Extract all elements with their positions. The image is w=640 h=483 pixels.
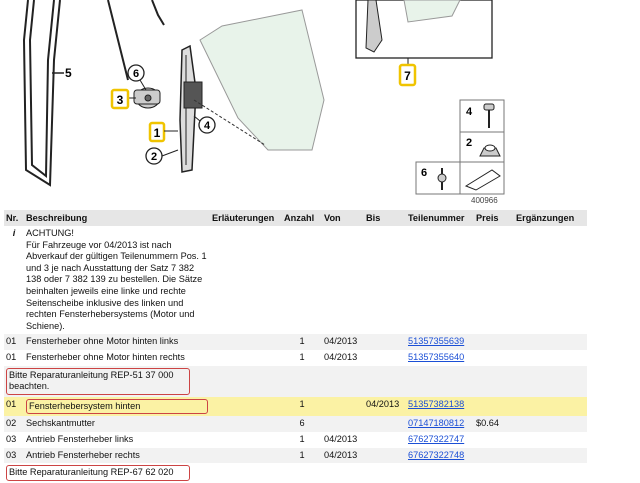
col-teilenummer: Teilenummer xyxy=(406,210,474,226)
part-number-link[interactable]: 67627322747 xyxy=(408,433,465,444)
svg-text:6: 6 xyxy=(421,167,428,179)
table-row: 01 Fensterheber ohne Motor hinten rechts 1 04/2013 51357355640 xyxy=(6,351,465,362)
svg-text:1: 1 xyxy=(153,126,161,140)
callout-5: 5 xyxy=(65,66,72,80)
svg-text:4: 4 xyxy=(203,120,211,132)
callout-4 xyxy=(199,117,215,133)
table-row: 02 Sechskantmutter 6 07147180812 $0.64 xyxy=(4,416,587,432)
svg-text:2: 2 xyxy=(466,137,473,149)
col-beschreibung: Beschreibung xyxy=(24,210,210,226)
legend-nut xyxy=(460,132,504,162)
side-window-glass xyxy=(200,10,324,150)
info-icon: i xyxy=(12,228,16,238)
part-number-link[interactable]: 67627322748 xyxy=(408,449,465,460)
col-erlaeuterungen: Erläuterungen xyxy=(210,210,282,226)
part-number-link[interactable]: 07147180812 xyxy=(408,418,465,429)
table-row: 01 Fensterheber ohne Motor hinten links 1 04/2013 51357355639 xyxy=(4,334,587,350)
parts-diagram xyxy=(0,0,640,208)
callout-6 xyxy=(128,65,144,81)
part-number-link[interactable]: 51357382138 xyxy=(408,398,465,409)
table-header-row xyxy=(4,210,587,226)
legend-stud xyxy=(416,162,504,194)
col-ergaenzungen: Ergänzungen xyxy=(514,210,587,226)
info-body: Für Fahrzeuge vor 04/2013 ist nach Abverkauf der gültigen Teilenummern Pos. 1 und 3 je nach Ausstattung der Satz 7 382 138 oder 7 382 139 zu bestellen. Die Sätze beinhalten jeweils eine linke und rechte Seitenscheibe inklusive des linken und rechten Fensterhebersystems (Motor und Schiene). xyxy=(26,239,207,331)
inset-detail xyxy=(356,0,492,64)
table-row: 03 Antrieb Fensterheber rechts 1 04/2013 67627322748 xyxy=(4,448,587,464)
callout-1 xyxy=(150,123,164,141)
price: $0.64 xyxy=(474,416,514,432)
col-anzahl: Anzahl xyxy=(282,210,322,226)
callout-2 xyxy=(146,148,162,164)
part-number-link[interactable]: 51357355639 xyxy=(408,336,465,347)
table-row: 03 Antrieb Fensterheber links 1 04/2013 67627322747 xyxy=(6,433,465,444)
repair-note: Bitte Reparaturanleitung REP-67 62 020 xyxy=(6,465,190,481)
note-row xyxy=(4,366,587,397)
info-text xyxy=(24,226,210,334)
svg-text:3: 3 xyxy=(116,93,124,107)
svg-text:4: 4 xyxy=(466,106,473,118)
info-row xyxy=(4,226,587,334)
col-bis: Bis xyxy=(364,210,406,226)
svg-text:2: 2 xyxy=(150,151,158,163)
image-number: 400966 xyxy=(471,196,498,205)
col-von: Von xyxy=(322,210,364,226)
svg-text:6: 6 xyxy=(132,68,140,80)
highlighted-desc: Fensterhebersystem hinten xyxy=(26,399,208,415)
window-motor xyxy=(134,88,160,108)
callout-7 xyxy=(400,65,415,85)
repair-note: Bitte Reparaturanleitung REP-51 37 000 beachten. xyxy=(6,368,190,395)
window-regulator-rail xyxy=(180,46,202,172)
col-nr: Nr. xyxy=(4,210,24,226)
legend-bolt xyxy=(460,100,504,132)
svg-text:7: 7 xyxy=(404,69,411,83)
callout-3 xyxy=(112,90,128,108)
parts-table xyxy=(4,210,587,483)
info-title: ACHTUNG! xyxy=(26,228,74,238)
table-row-highlighted: 01 Fensterhebersystem hinten 1 04/2013 51357382138 xyxy=(4,397,587,417)
part-number-link[interactable]: 51357355640 xyxy=(408,351,465,362)
col-preis: Preis xyxy=(474,210,514,226)
